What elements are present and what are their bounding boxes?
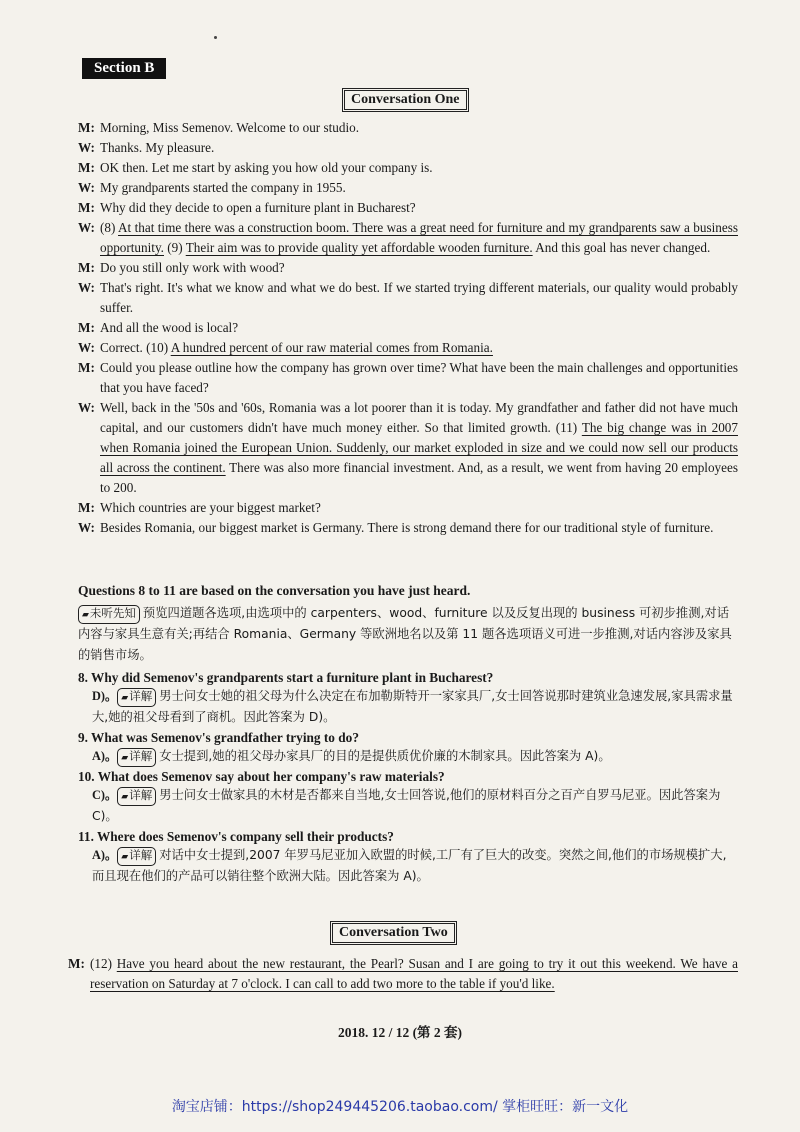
preview-text: 预览四道题各选项,由选项中的 carpenters、wood、furniture 以及反复出现的 business 可初步推测,对话内容与家具生意有关;再结合 Romania、Germany 等欧洲地名以及第 11 题各选项语义可进一步推测,对话内容涉及家具的销售市场。 [78,606,732,662]
answer-choice: D)。 [92,689,118,703]
dialog-line [78,198,738,218]
dialog-text [100,318,738,338]
question-text: 10. What does Semenov say about her company's raw materials? [78,769,445,784]
dialog-text [100,138,738,158]
question-text: 9. What was Semenov's grandfather trying to do? [78,730,359,745]
dialog-text-segment: Thanks. My pleasure. [100,140,215,155]
dialog-text [100,358,738,398]
dialog-line [78,498,738,518]
preview-badge [78,605,140,624]
underlined-answer-text: Their aim was to provide quality yet affordable wooden furniture. [185,240,533,255]
dialog-line [78,398,738,498]
dialog-text-segment: Why did they decide to open a furniture plant in Bucharest? [100,200,416,215]
folder-icon: ▰ [121,693,129,703]
speaker-label: M: [78,260,95,275]
shop-link[interactable]: 淘宝店铺：https://shop249445206.taobao.com/ 掌柜旺旺：新一文化 [171,1099,629,1115]
dialog-text-segment: Morning, Miss Semenov. Welcome to our studio. [100,120,360,135]
question-item [78,730,738,767]
answer-choice: A)。 [92,749,118,763]
speaker-label: M: [78,320,95,335]
dialog-text [100,338,738,358]
explain-badge [117,688,156,707]
dialog-text-segment: Besides Romania, our biggest market is Germany. There is strong demand there for our traditional style of furniture. [100,520,714,535]
explain-badge [117,748,156,767]
dialog-text [100,498,738,518]
speaker-label: M: [78,160,95,175]
speaker-label: W: [78,180,95,195]
dialog-text-segment: And this goal has never changed. [532,240,711,255]
speaker-label: W: [78,140,95,155]
conversation-two-dialog [68,954,738,994]
answer-explanation [78,686,738,728]
speaker-label: W: [78,340,95,355]
explanation-text: 对话中女士提到,2007 年罗马尼亚加入欧盟的时候,工厂有了巨大的改变。突然之间,他们的市场规模扩大,而且现在他们的产品可以销往整个欧洲大陆。因此答案为 A)。 [92,848,727,883]
dialog-text [100,158,738,178]
conversation-two-title: Conversation Two [330,921,457,945]
dialog-text-segment: And all the wood is local? [100,320,239,335]
dialog-line [78,258,738,278]
question-list [78,670,738,889]
dialog-text-segment: My grandparents started the company in 1955. [100,180,346,195]
underlined-answer-text: Have you heard about the new restaurant, the Pearl? Susan and I are going to try it out this weekend. We have a reservation on Saturday at 7 o'clock. I can call to add two more to the table if you'd like. [90,956,738,991]
dialog-text-segment: That's right. It's what we know and what we do best. If we started trying different materials, our quality would probably suffer. [100,280,738,315]
question-item [78,769,738,827]
dialog-text [100,198,738,218]
dialog-text-segment: (12) [90,956,117,971]
dialog-text-segment: Could you please outline how the company has grown over time? What have been the main challenges and opportunities that you have faced? [100,360,738,395]
question-text: 11. Where does Semenov's company sell their products? [78,829,394,844]
dialog-text-segment: Correct. (10) [100,340,171,355]
explain-badge [117,787,156,806]
folder-icon: ▰ [121,852,129,862]
dialog-text-segment: Which countries are your biggest market? [100,500,321,515]
dialog-line [78,158,738,178]
preview-badge-label: 未听先知 [89,606,136,620]
questions-heading: Questions 8 to 11 are based on the conversation you have just heard. [78,583,471,598]
page-number: 2018. 12 / 12 (第 2 套) [337,1025,463,1040]
question-text: 8. Why did Semenov's grandparents start a furniture plant in Bucharest? [78,670,494,685]
section-label: Section B [82,58,166,79]
dialog-text-segment: (9) [163,240,186,255]
answer-explanation [78,746,738,767]
dialog-line [78,138,738,158]
dialog-text-segment: There was also more financial investment. And, as a result, we went from having 20 employees to 200. [100,460,738,495]
conversation-one-dialog [78,118,738,538]
dialog-text-segment: OK then. Let me start by asking you how old your company is. [100,160,433,175]
dialog-line [78,218,738,258]
question-item [78,829,738,887]
speaker-label: M: [78,360,95,375]
dialog-line [78,278,738,318]
speaker-label: M: [78,500,95,515]
dialog-text [100,398,738,498]
dialog-text [100,518,738,538]
dialog-text [100,278,738,318]
answer-choice: C)。 [92,788,118,802]
dialog-line [78,518,738,538]
speaker-label: W: [78,520,95,535]
dialog-text-segment: (8) [100,220,119,235]
folder-icon: ▰ [121,792,129,802]
dialog-text [100,118,738,138]
scan-speck [214,36,217,39]
answer-explanation [78,845,738,887]
explanation-text: 男士问女士做家具的木材是否都来自当地,女士回答说,他们的原材料百分之百产自罗马尼亚。因此答案为 C)。 [92,788,721,823]
underlined-answer-text: At that time there was a construction boom. There was a great need for furniture and my grandparents saw a business opportunity. [100,220,738,255]
explain-badge-label: 详解 [129,848,153,862]
dialog-line [78,338,738,358]
speaker-label: M: [78,200,95,215]
explain-badge-label: 详解 [129,749,153,763]
explanation-text: 女士提到,她的祖父母办家具厂的目的是提供质优价廉的木制家具。因此答案为 A)。 [159,749,611,763]
dialog-text [90,954,738,994]
underlined-answer-text: A hundred percent of our raw material comes from Romania. [170,340,493,355]
explanation-text: 男士问女士她的祖父母为什么决定在布加勒斯特开一家家具厂,女士回答说那时建筑业急速发展,家具需求量大,她的祖父母看到了商机。因此答案为 D)。 [92,689,733,724]
answer-choice: A)。 [92,848,118,862]
dialog-text [100,218,738,258]
dialog-line [78,178,738,198]
dialog-text-segment: Do you still only work with wood? [100,260,285,275]
dialog-line [68,954,738,994]
underlined-answer-text: The big change was in 2007 when Romania joined the European Union. Suddenly, our market exploded in size and we could now sell our products all across the continent. [100,420,738,475]
question-item [78,670,738,728]
conversation-one-title: Conversation One [342,88,469,112]
explain-badge-label: 详解 [129,788,153,802]
dialog-line [78,118,738,138]
explain-badge-label: 详解 [129,689,153,703]
folder-icon: ▰ [82,610,89,620]
dialog-text [100,258,738,278]
speaker-label: W: [78,400,95,415]
speaker-label: M: [68,956,85,971]
dialog-line [78,358,738,398]
explain-badge [117,847,156,866]
answer-explanation [78,785,738,827]
folder-icon: ▰ [121,753,129,763]
dialog-line [78,318,738,338]
speaker-label: W: [78,220,95,235]
speaker-label: M: [78,120,95,135]
preview-paragraph [78,603,738,666]
dialog-text [100,178,738,198]
dialog-text-segment: Well, back in the '50s and '60s, Romania was a lot poorer than it is today. My grandfather and father did not have much capital, and our customers didn't have much money either. So that limited growth. (11) [100,400,738,435]
speaker-label: W: [78,280,95,295]
